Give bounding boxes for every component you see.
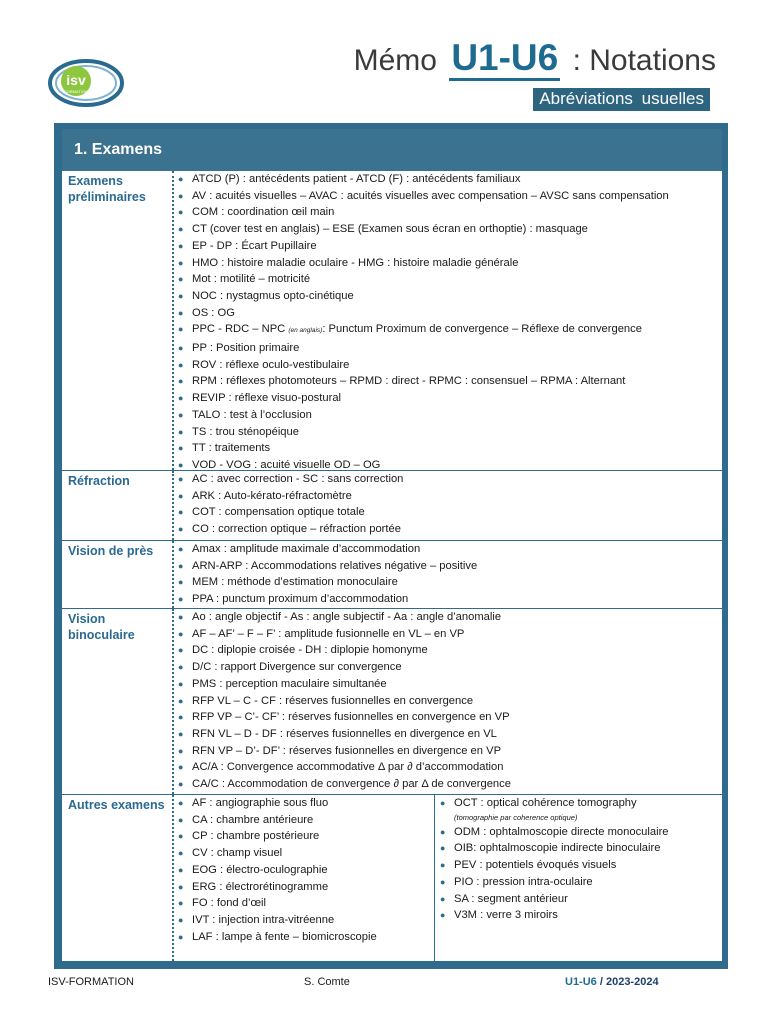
bullet-icon: ● [178,507,184,518]
bullet-icon: ● [178,307,184,318]
list-item: ● ARN-ARP : Accommodations relatives négative – positive [178,558,477,575]
bullet-icon: ● [178,712,184,723]
bullet-icon: ● [178,426,184,437]
list-item: ● COM : coordination œil main [178,204,669,221]
bullet-icon: ● [178,376,184,387]
list-item: ● AV : acuités visuelles – AVAC : acuités visuelles avec compensation – AVSC sans compensation [178,188,669,205]
row-label: Vision binoculaire [68,612,135,642]
list-item: ● PPA : punctum proximum d’accommodation [178,591,477,608]
bullet-icon: ● [178,359,184,370]
list-item: ● TS : trou sténopéique [178,424,669,441]
bullet-icon: ● [178,831,184,842]
bullet-icon: ● [178,474,184,484]
table-row [62,609,722,795]
list-item: ● AF – AF’ – F – F’ : amplitude fusionnelle en VL – en VP [178,626,511,643]
bullet-icon: ● [440,826,446,837]
list-item: ● PMS : perception maculaire simultanée [178,676,511,693]
table-row [62,541,722,609]
page-subtitle: Abréviations usuelles [533,88,710,111]
list-item: ● HMO : histoire maladie oculaire - HMG : histoire maladie générale [178,255,669,272]
list-item: ● AF : angiographie sous fluo [178,795,377,812]
bullet-icon: ● [178,459,184,470]
bullet-icon: ● [178,409,184,420]
row-label: Autres examens [68,798,165,812]
bullet-icon: ● [178,612,184,622]
bullet-icon: ● [178,443,184,454]
bullet-icon: ● [178,645,184,656]
list-item: ● OIB: ophtalmoscopie indirecte binoculaire [440,840,669,857]
oct-note: (tomographie par coherence optique) [454,812,578,822]
bullet-icon: ● [440,910,446,921]
list-item: ● EOG : électro-oculographie [178,862,377,879]
list-item: ● Ao : angle objectif - As : angle subjectif - Aa : angle d’anomalie [178,609,511,626]
bullet-icon: ● [178,864,184,875]
bullet-icon: ● [178,678,184,689]
bullet-icon: ● [178,914,184,925]
bullet-icon: ● [178,798,184,808]
list-item: ● REVIP : réflexe visuo-postural [178,390,669,407]
bullet-icon: ● [178,174,184,184]
list-item: ● IVT : injection intra-vitréenne [178,912,377,929]
bullet-icon: ● [178,207,184,218]
bullet-icon: ● [178,257,184,268]
list-item: ● ATCD (P) : antécédents patient - ATCD (F) : antécédents familiaux [178,171,669,188]
list-item: ● CT (cover test en anglais) – ESE (Examen sous écran en orthoptie) : masquage [178,221,669,238]
list-item: ● PP : Position primaire [178,340,669,357]
table-row [62,795,722,961]
row-label: Réfraction [68,474,130,488]
section-title: 1. Examens [74,141,163,158]
footer-left: ISV-FORMATION [48,976,134,988]
bullet-icon: ● [178,324,184,335]
item-list [178,609,511,793]
bullet-icon: ● [178,490,184,501]
bullet-icon: ● [178,745,184,756]
bullet-icon: ● [178,240,184,251]
list-item: ● CA/C : Accommodation de convergence ∂ par Δ de convergence [178,776,511,793]
list-item: ● AC/A : Convergence accommodative Δ par ∂ d’accommodation [178,759,511,776]
title-suffix: : Notations [572,44,716,77]
bullet-icon: ● [178,290,184,301]
footer-code: U1-U6 [565,976,597,988]
list-item: ● OS : OG [178,305,669,322]
bullet-icon: ● [440,893,446,904]
item-list [178,541,477,608]
list-item: ● NOC : nystagmus opto-cinétique [178,288,669,305]
item-list [178,171,669,474]
title-code: U1-U6 [449,38,560,81]
column-divider [434,795,435,961]
row-divider [172,471,174,540]
bullet-icon: ● [178,628,184,639]
row-divider [172,171,174,470]
bullet-icon: ● [178,881,184,892]
list-item: ● TT : traitements [178,440,669,457]
bullet-icon: ● [178,560,184,571]
bullet-icon: ● [178,524,184,535]
abbreviation-table [62,171,722,961]
npc-note: (en anglais) [288,327,323,335]
table-row [62,171,722,471]
list-item: ● D/C : rapport Divergence sur convergence [178,659,511,676]
bullet-icon: ● [178,393,184,404]
list-item: ● SA : segment antérieur [440,891,669,908]
list-item: ● CP : chambre postérieure [178,828,377,845]
list-item: ● VOD - VOG : acuité visuelle OD – OG [178,457,669,474]
list-item: ● ERG : électrorétinogramme [178,879,377,896]
bullet-icon: ● [178,898,184,909]
list-item: ● CA : chambre antérieure [178,812,377,829]
section-header [62,129,722,171]
page-title [300,38,716,88]
list-item: ● PEV : potentiels évoqués visuels [440,857,669,874]
list-item: ● OCT : optical cohérence tomography [440,795,669,812]
row-divider [172,795,174,961]
title-prefix: Mémo [353,44,437,77]
list-item: ● CO : correction optique – réfraction portée [178,521,403,538]
bullet-icon: ● [440,876,446,887]
bullet-icon: ● [178,594,184,605]
list-item: ● ODM : ophtalmoscopie directe monoculaire [440,824,669,841]
list-item: ● LAF : lampe à fente – biomicroscopie [178,929,377,946]
row-divider [172,541,174,608]
bullet-icon: ● [178,848,184,859]
bullet-icon: ● [440,860,446,871]
bullet-icon: ● [178,931,184,942]
row-label: Examens préliminaires [68,174,146,204]
bullet-icon: ● [178,728,184,739]
item-list-left [178,795,377,945]
list-item: ● Amax : amplitude maximale d’accommodation [178,541,477,558]
bullet-icon: ● [178,190,184,201]
list-item: ● ROV : réflexe oculo-vestibulaire [178,357,669,374]
isv-logo [48,52,126,114]
list-item: ● COT : compensation optique totale [178,504,403,521]
list-item: ● CV : champ visuel [178,845,377,862]
bullet-icon: ● [178,695,184,706]
list-item: ● RFP VP – C’- CF’ : réserves fusionnelles en convergence en VP [178,709,511,726]
row-divider [172,609,174,794]
bullet-icon: ● [178,274,184,285]
list-item: ● DC : diplopie croisée - DH : diplopie homonyme [178,642,511,659]
list-item: ● PIO : pression intra-oculaire [440,874,669,891]
footer-right [565,976,659,988]
bullet-icon: ● [440,843,446,854]
table-row [62,471,722,541]
bullet-icon: ● [178,814,184,825]
list-item: ● RPM : réflexes photomoteurs – RPMD : direct - RPMC : consensuel – RPMA : Alternant [178,373,669,390]
footer-author: S. Comte [304,976,350,988]
list-item: ● RFN VP – D’- DF’ : réserves fusionnelles en divergence en VP [178,743,511,760]
bullet-icon: ● [178,544,184,554]
bullet-icon: ● [178,577,184,588]
row-label: Vision de près [68,544,154,558]
list-item: ● TALO : test à l’occlusion [178,407,669,424]
list-item: ● FO : fond d’œil [178,895,377,912]
bullet-icon: ● [178,343,184,354]
list-item: ● PPC - RDC – NPC (en anglais): Punctum Proximum de convergence – Réflexe de convergence [178,321,669,340]
list-item: ● RFN VL – D - DF : réserves fusionnelles en divergence en VL [178,726,511,743]
item-list-right [440,795,669,924]
list-item: ● AC : avec correction - SC : sans correction [178,471,403,488]
footer-year: / 2023-2024 [596,976,659,988]
list-item: ● RFP VL – C - CF : réserves fusionnelles en convergence [178,693,511,710]
list-item: ● ARK : Auto-kérato-réfractomètre [178,488,403,505]
bullet-icon: ● [178,762,184,773]
list-item: ● V3M : verre 3 miroirs [440,907,669,924]
section-frame [54,123,728,969]
list-item: ● MEM : méthode d’estimation monoculaire [178,574,477,591]
item-list [178,471,403,538]
list-item: ● Mot : motilité – motricité [178,271,669,288]
bullet-icon: ● [178,779,184,790]
bullet-icon: ● [440,798,446,808]
logo-subtext: FORMATION [64,89,88,94]
list-item: ● EP - DP : Écart Pupillaire [178,238,669,255]
bullet-icon: ● [178,662,184,673]
logo-text: isv [66,72,86,88]
bullet-icon: ● [178,224,184,235]
